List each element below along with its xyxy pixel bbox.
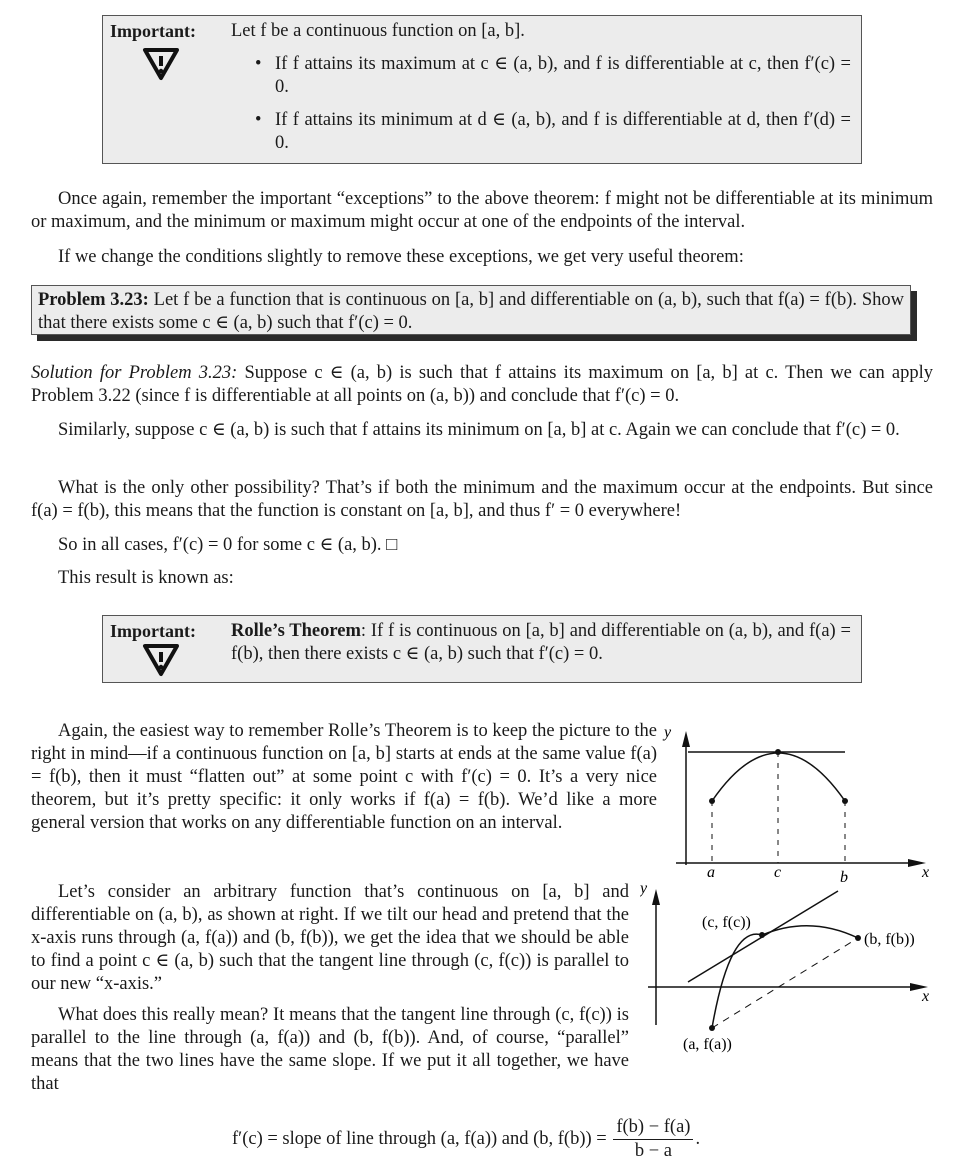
problem-label: Problem 3.23: (38, 290, 149, 310)
x-axis-label: x (922, 864, 930, 881)
paragraph-rolle-picture: Again, the easiest way to remember Rolle’s Theorem is to keep the picture to the right in mind—if a continuous function on [a, b] starts at ends at the same value f(a) = f(b), then it must “flatten out” at some point c with f′(c) = 0. It’s a very nice theorem, but it’s pretty specific: it only works if f(a) = f(b). We’d like a more general version that works on any differentiable function on an interval. (31, 721, 657, 833)
curve (712, 926, 858, 1028)
point-b (855, 935, 861, 941)
paragraph-change-conditions: If we change the conditions slightly to remove these exceptions, we get very useful theorem: (58, 247, 744, 267)
point-c (759, 932, 765, 938)
tick-a: a (707, 864, 715, 881)
mvt-figure (640, 875, 950, 1065)
y-axis-label: y (640, 880, 648, 897)
equation-end: . (695, 1129, 701, 1149)
warning-triangle-icon (141, 642, 181, 678)
point-a (709, 1025, 715, 1031)
label-a: (a, f(a)) (683, 1036, 732, 1053)
important-body (231, 20, 851, 155)
rolle-theorem-body (231, 620, 851, 666)
important-label: Important: (110, 621, 196, 641)
y-axis-arrow (682, 731, 690, 747)
rolle-theorem-title: Rolle’s Theorem (231, 621, 361, 641)
label-b: (b, f(b)) (864, 931, 915, 948)
problem-box (31, 285, 911, 335)
solution-paragraph-3: What is the only other possibility? That’s if both the minimum and the maximum occur at the endpoints. But since f(a) = f(b), this means that the function is constant on [a, b], and thus f′ = 0 everywhere! (31, 478, 933, 521)
bullet-minimum: • If f attains its minimum at d ∈ (a, b), and f is differentiable at d, then f′(d) = 0. (231, 109, 851, 155)
y-axis-arrow (652, 889, 660, 905)
rolle-theorem-text: : If f is continuous on [a, b] and differentiable on (a, b), and f(a) = f(b), then there exists c ∈ (a, b) such that f′(c) = 0. (231, 621, 851, 664)
important-label: Important: (110, 21, 196, 41)
bullet-maximum: • If f attains its maximum at c ∈ (a, b), and f is differentiable at c, then f′(c) = 0. (231, 53, 851, 99)
warning-triangle-icon (141, 46, 181, 82)
y-axis-label: y (664, 724, 672, 741)
mvt-equation (232, 1116, 700, 1163)
tick-c: c (774, 864, 782, 881)
important-box-rolle (102, 615, 862, 683)
tick-b: b (840, 869, 848, 885)
solution-label: Solution for Problem 3.23: (31, 363, 238, 383)
x-axis-label: x (922, 988, 930, 1005)
solution-paragraph-1 (31, 362, 933, 408)
equation-numerator: f(b) − f(a) (613, 1116, 693, 1140)
equation-denominator: b − a (634, 1141, 672, 1161)
important-box-extrema (102, 15, 862, 164)
paragraph-arbitrary-function: Let’s consider an arbitrary function that’s continuous on [a, b] and differentiable on (a, b), as shown at right. If we tilt our head and pretend that the x-axis runs through (a, f(a)) and (b, f(b)), we get the idea that we should be able to find a point c ∈ (a, b) such that the tangent line through (c, f(c)) is parallel to our new “x-axis.” (31, 882, 629, 994)
solution-paragraph-2: Similarly, suppose c ∈ (a, b) is such that f attains its minimum on [a, b] at c. Again we can conclude that f′(c) = 0. (58, 420, 900, 440)
paragraph-meaning: What does this really mean? It means that the tangent line through (c, f(c)) is parallel to the line through (a, f(a)) and (b, f(b)). And, of course, “parallel” means that the two lines have the same slope. If we put it all together, we have that (31, 1005, 629, 1094)
equation-lhs: f′(c) = slope of line through (a, f(a)) and (b, f(b)) = (232, 1129, 607, 1149)
equation-fraction (613, 1116, 693, 1163)
solution-paragraph-5: This result is known as: (58, 568, 234, 588)
solution-text-1: Suppose c ∈ (a, b) is such that f attains its maximum on [a, b] at c. Then we can apply Problem 3.22 (since f is differentiable at all points on (a, b)) and conclude that f′(c) = 0. (31, 363, 933, 406)
paragraph-exceptions: Once again, remember the important “exceptions” to the above theorem: f might not be differentiable at its minimum or maximum, and the minimum or maximum might occur at one of the endpoints of the interval. (31, 189, 933, 232)
rolle-figure (640, 715, 950, 885)
solution-paragraph-4: So in all cases, f′(c) = 0 for some c ∈ (a, b). □ (58, 535, 398, 555)
problem-text: Let f be a function that is continuous on [a, b] and differentiable on (a, b), such that f(a) = f(b). Show that there exists some c ∈ (a, b) such that f′(c) = 0. (38, 290, 905, 333)
important-intro: Let f be a continuous function on [a, b]. (231, 21, 525, 41)
label-c: (c, f(c)) (702, 914, 751, 931)
